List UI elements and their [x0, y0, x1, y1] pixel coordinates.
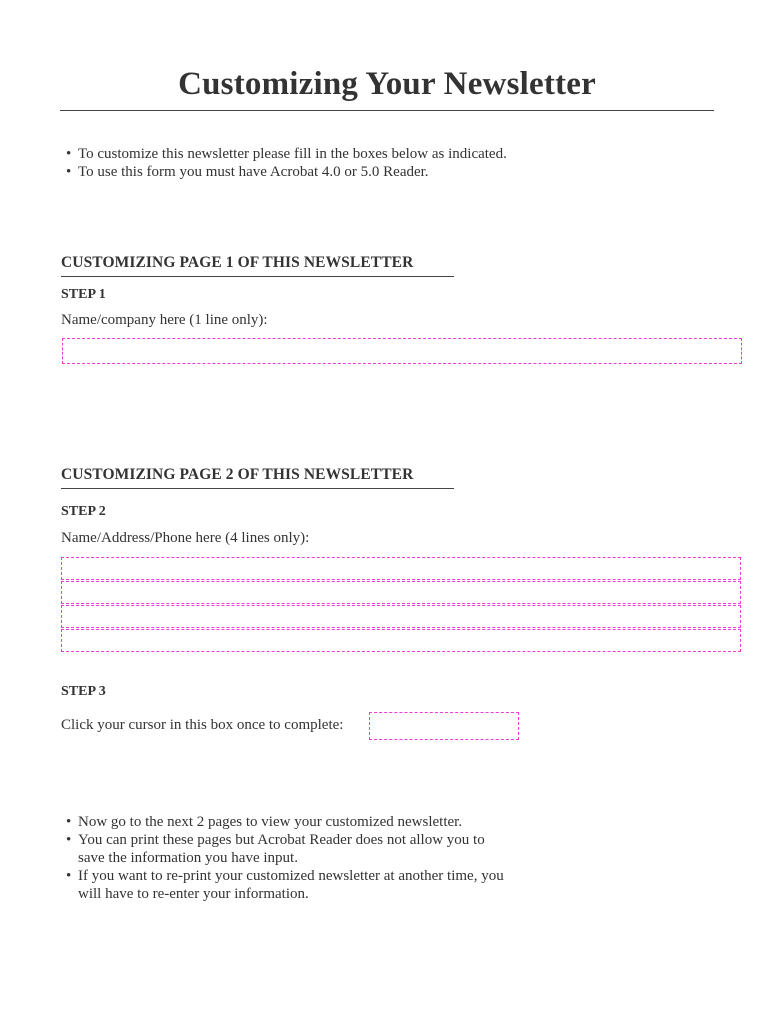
address-line-4-field[interactable]: [61, 629, 741, 652]
outro-instructions: [66, 813, 506, 903]
address-line-3-field[interactable]: [61, 605, 741, 628]
address-line-1-field[interactable]: [61, 557, 741, 580]
outro-bullet: • You can print these pages but Acrobat Reader does not allow you to save the information you have input.: [66, 831, 506, 867]
page-title: Customizing Your Newsletter: [178, 66, 596, 102]
outro-bullet: • If you want to re-print your customized newsletter at another time, you will have to re-enter your information.: [66, 867, 506, 903]
section-1-heading: CUSTOMIZING PAGE 1 OF THIS NEWSLETTER: [61, 254, 414, 271]
step-2-label: STEP 2: [61, 504, 106, 519]
name-address-phone-label: Name/Address/Phone here (4 lines only):: [61, 530, 310, 546]
complete-instruction-label: Click your cursor in this box once to complete:: [61, 717, 344, 733]
intro-instructions: [66, 145, 507, 181]
outro-bullet: • Now go to the next 2 pages to view your customized newsletter.: [66, 813, 506, 831]
section-2-divider: [61, 488, 454, 489]
address-line-2-field[interactable]: [61, 581, 741, 604]
intro-bullet: • To customize this newsletter please fill in the boxes below as indicated.: [66, 145, 507, 163]
complete-field[interactable]: [369, 712, 519, 740]
name-company-label: Name/company here (1 line only):: [61, 312, 268, 328]
section-1-divider: [61, 276, 454, 277]
step-3-label: STEP 3: [61, 684, 106, 699]
title-divider: [60, 110, 714, 111]
intro-bullet: • To use this form you must have Acrobat 4.0 or 5.0 Reader.: [66, 163, 507, 181]
step-1-label: STEP 1: [61, 287, 106, 302]
section-2-heading: CUSTOMIZING PAGE 2 OF THIS NEWSLETTER: [61, 466, 414, 483]
name-company-field[interactable]: [62, 338, 742, 364]
